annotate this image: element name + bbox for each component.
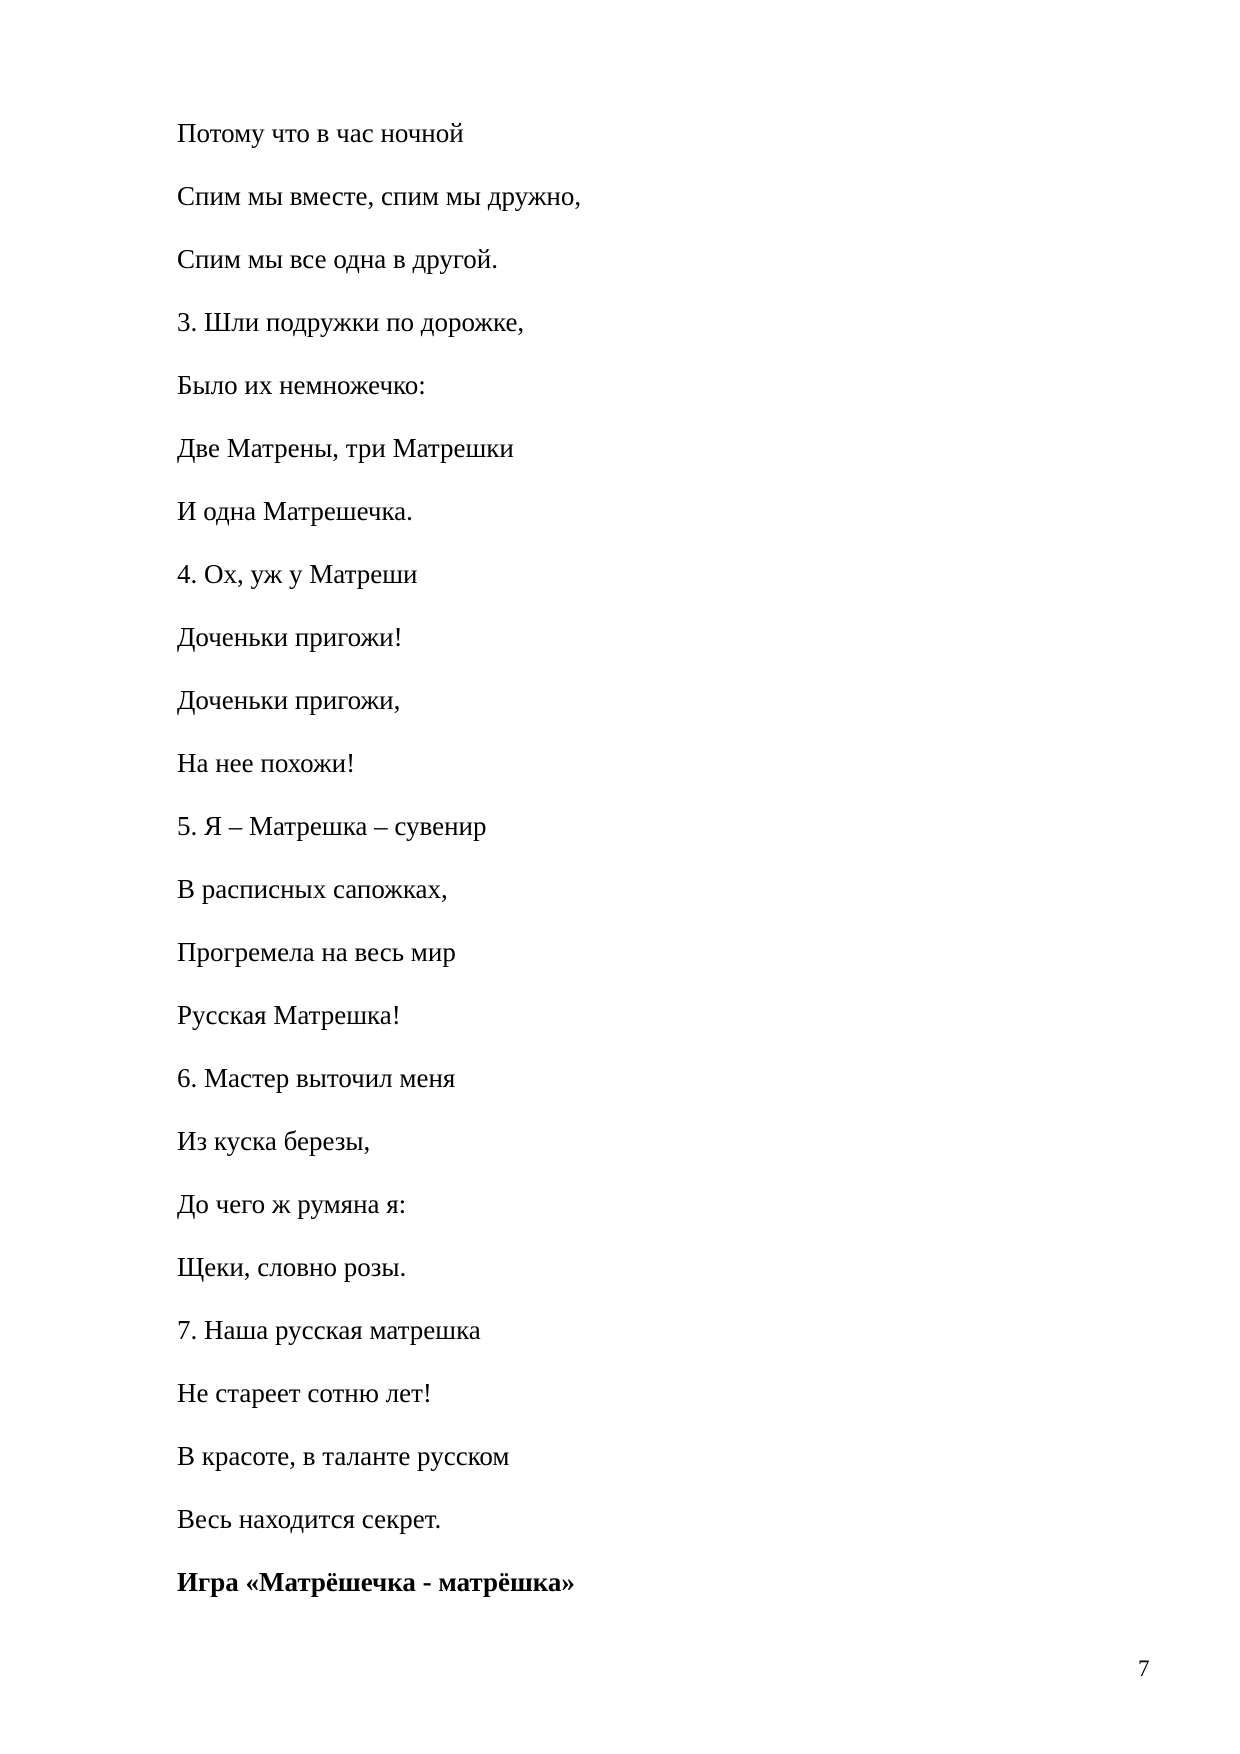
poem-line: И одна Матрешечка. xyxy=(177,496,413,526)
poem-line: Потому что в час ночной xyxy=(177,118,464,148)
poem-line: Спим мы все одна в другой. xyxy=(177,244,498,274)
poem-line: На нее похожи! xyxy=(177,748,356,778)
poem-line: Прогремела на весь мир xyxy=(177,937,456,967)
poem-line: 4. Ох, уж у Матреши xyxy=(177,559,418,589)
poem-text xyxy=(177,118,1077,1630)
poem-line: 5. Я – Матрешка – сувенир xyxy=(177,811,487,841)
poem-line: 7. Наша русская матрешка xyxy=(177,1315,481,1345)
poem-line: Спим мы вместе, спим мы дружно, xyxy=(177,181,582,211)
poem-line: Доченьки пригожи! xyxy=(177,622,403,652)
poem-line: Весь находится секрет. xyxy=(177,1504,442,1534)
poem-line: Щеки, словно розы. xyxy=(177,1252,407,1282)
page-number: 7 xyxy=(1138,1656,1150,1681)
poem-line: Из куска березы, xyxy=(177,1126,371,1156)
poem-line: Доченьки пригожи, xyxy=(177,685,401,715)
poem-line: Русская Матрешка! xyxy=(177,1000,401,1030)
poem-line: В красоте, в таланте русском xyxy=(177,1441,510,1471)
poem-line: 3. Шли подружки по дорожке, xyxy=(177,307,525,337)
poem-line: Было их немножечко: xyxy=(177,370,426,400)
poem-line: В расписных сапожках, xyxy=(177,874,448,904)
poem-line: Две Матрены, три Матрешки xyxy=(177,433,514,463)
poem-line: Не стареет сотню лет! xyxy=(177,1378,432,1408)
section-heading: Игра «Матрёшечка - матрёшка» xyxy=(177,1567,575,1597)
poem-line: До чего ж румяна я: xyxy=(177,1189,407,1219)
poem-line: 6. Мастер выточил меня xyxy=(177,1063,456,1093)
